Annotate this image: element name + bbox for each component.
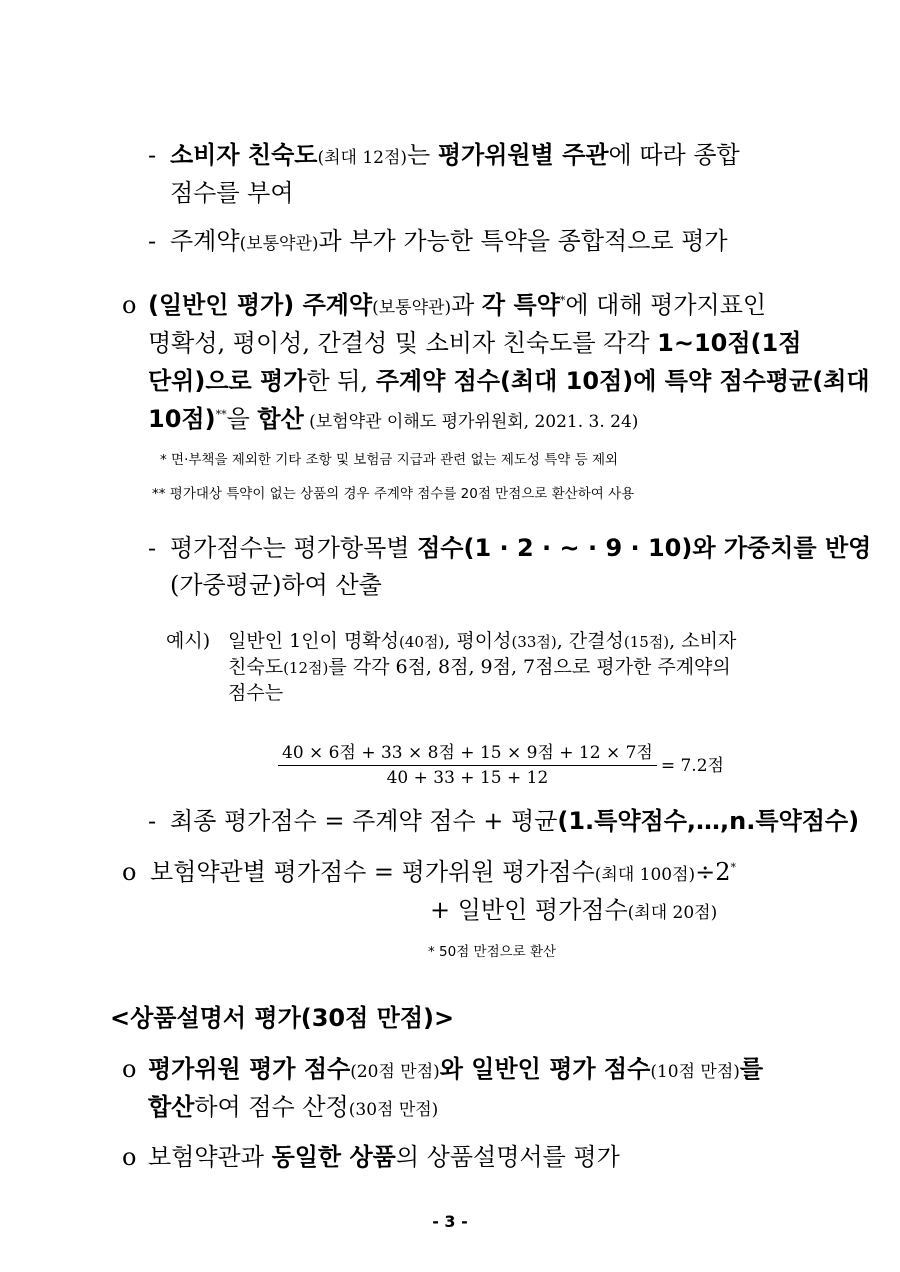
general-public-eval-line-4: 10점)**을 합산 (보험약관 이해도 평가위원회, 2021. 3. 24)	[148, 405, 639, 433]
example-label: 예시)	[166, 630, 211, 652]
bullet-o: o	[122, 1055, 137, 1083]
bullet-o: o	[122, 1143, 137, 1171]
example-line-1: 일반인 1인이 명확성(40점), 평이성(33점), 간결성(15점), 소비자	[228, 630, 737, 652]
general-public-eval-line-1: (일반인 평가) 주계약(보통약관)과 각 특약*에 대해 평가지표인	[148, 291, 767, 319]
example-line-2: 친숙도(12점)를 각각 6점, 8점, 9점, 7점으로 평가한 주계약의	[228, 656, 731, 678]
product-description-heading: <상품설명서 평가(30점 만점)>	[110, 1004, 455, 1032]
formula-numerator: 40 × 6점 + 33 × 8점 + 15 × 9점 + 12 × 7점	[278, 738, 657, 766]
bullet-o: o	[122, 858, 137, 886]
footnote-1: * 면·부책을 제외한 기타 조항 및 보험금 지급과 관련 없는 제도성 특약 등 제외	[160, 452, 619, 468]
consumer-familiarity-line-1: 소비자 친숙도(최대 12점)는 평가위원별 주관에 따라 종합	[170, 141, 740, 169]
bullet-o: o	[122, 291, 137, 319]
weighted-average-formula	[278, 738, 724, 788]
bullet-dash: -	[148, 534, 157, 562]
weighted-score-line-2: (가중평균)하여 산출	[170, 571, 382, 599]
bullet-dash: -	[148, 141, 157, 169]
conversion-footnote: * 50점 만점으로 환산	[428, 944, 557, 960]
formula-denominator: 40 + 33 + 15 + 12	[386, 768, 549, 788]
same-product-line: 보험약관과 동일한 상품의 상품설명서를 평가	[148, 1143, 620, 1171]
example-line-3: 점수는	[228, 682, 284, 704]
general-public-eval-line-3: 단위)으로 평가한 뒤, 주계약 점수(최대 10점)에 특약 점수평균(최대	[148, 367, 870, 395]
bullet-dash: -	[148, 227, 157, 255]
weighted-score-line-1: 평가점수는 평가항목별 점수(1 · 2 · ~ · 9 · 10)와 가중치를 반영	[170, 534, 872, 562]
main-contract-rider-line: 주계약(보통약관)과 부가 가능한 특약을 종합적으로 평가	[170, 227, 728, 255]
terms-score-line-2: + 일반인 평가점수(최대 20점)	[430, 896, 718, 924]
formula-result: = 7.2점	[660, 755, 724, 776]
bullet-dash: -	[148, 807, 157, 835]
general-public-eval-line-2: 명확성, 평이성, 간결성 및 소비자 친숙도를 각각 1~10점(1점	[148, 329, 802, 357]
product-score-line-2: 합산하여 점수 산정(30점 만점)	[148, 1093, 439, 1121]
footnote-2: ** 평가대상 특약이 없는 상품의 경우 주계약 점수를 20점 만점으로 환산하여 사용	[152, 486, 635, 502]
terms-score-line-1: 보험약관별 평가점수 = 평가위원 평가점수(최대 100점)÷2*	[150, 858, 737, 886]
page-number: - 3 -	[432, 1212, 468, 1231]
consumer-familiarity-line-2: 점수를 부여	[170, 179, 294, 207]
final-score-line: 최종 평가점수 = 주계약 점수 + 평균(1.특약점수,…,n.특약점수)	[170, 807, 860, 835]
product-score-line-1: 평가위원 평가 점수(20점 만점)와 일반인 평가 점수(10점 만점)를	[148, 1055, 764, 1083]
